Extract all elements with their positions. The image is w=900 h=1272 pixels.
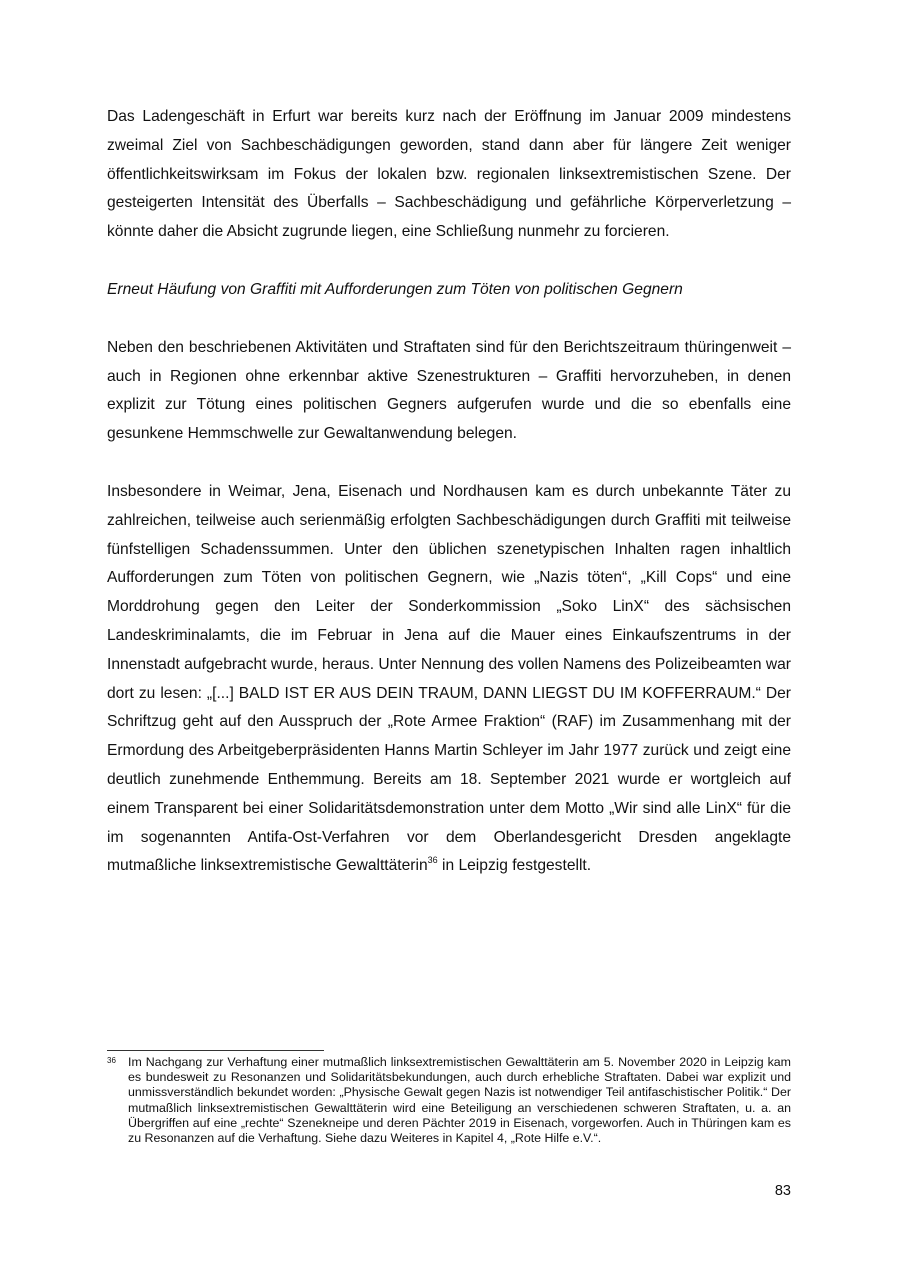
section-heading: Erneut Häufung von Graffiti mit Aufforderungen zum Töten von politischen Gegnern bbox=[107, 280, 683, 298]
footnote-text: Im Nachgang zur Verhaftung einer mutmaßlich linksextremistischen Gewalttäterin am 5. November 2020 in Leipzig kam es bundesweit zu Resonanzen und Solidaritätsbekundungen, auch durch erhebliche Straftaten. Dabei war explizit und unmissverständlich bekundet worden: „Physische Gewalt gegen Nazis ist notwendiger Teil antifaschistischer Politik.“ Der mutmaßlich linksextremistischen Gewalttäterin wird eine Beteiligung an verschiedenen schweren Straftaten, u. a. an Übergriffen auf eine „rechte“ Szenekneipe und deren Pächter 2019 in Eisenach, vorgeworfen. Auch in Thüringen kam es zu Resonanzen auf die Verhaftung. Siehe dazu Weiteres in Kapitel 4, „Rote Hilfe e.V.“. bbox=[128, 1055, 791, 1146]
document-body bbox=[107, 103, 791, 881]
footnote-reference[interactable]: 36 bbox=[427, 855, 438, 866]
footnote bbox=[107, 1055, 791, 1146]
paragraph-graffiti-details bbox=[107, 478, 791, 881]
page-number: 83 bbox=[774, 1183, 791, 1199]
paragraph-graffiti-overview: Neben den beschriebenen Aktivitäten und Straftaten sind für den Berichtszeitraum thüringenweit – auch in Regionen ohne erkennbar aktive Szenestrukturen – Graffiti hervorzuheben, in denen explizit zur Tötung eines politischen Gegners aufgerufen wurde und die so ebenfalls eine gesunkene Hemmschwelle zur Gewaltanwendung belegen. bbox=[107, 338, 791, 443]
paragraph-ladengeschaeft: Das Ladengeschäft in Erfurt war bereits kurz nach der Eröffnung im Januar 2009 mindestens zweimal Ziel von Sachbeschädigungen geworden, stand dann aber für längere Zeit weniger öffentlichkeitswirksam im Fokus der lokalen bzw. regionalen linksextremistischen Szene. Der gesteigerten Intensität des Überfalls – Sachbeschädigung und gefährliche Körperverletzung – könnte daher die Absicht zugrunde liegen, eine Schließung nunmehr zu forcieren. bbox=[107, 108, 791, 241]
paragraph-text: Insbesondere in Weimar, Jena, Eisenach und Nordhausen kam es durch unbekannte Täter zu zahlreichen, teilweise auch serienmäßig erfolgten Sachbeschädigungen durch Graffiti mit teilweise fünfstelligen Schadenssummen. Unter den üblichen szenetypischen Inhalten ragen inhaltlich Aufforderungen zum Töten von politischen Gegnern, wie „Nazis töten“, „Kill Cops“ und eine Morddrohung gegen den Leiter der Sonderkommission „Soko LinX“ des sächsischen Landeskriminalamts, die im Februar in Jena auf die Mauer eines Einkaufszentrums in der Innenstadt aufgebracht wurde, heraus. Unter Nennung des vollen Namens des Polizeibeamten war dort zu lesen: „[...] BALD IST ER AUS DEIN TRAUM, DANN LIEGST DU IM KOFFERRAUM.“ Der Schriftzug geht auf den Ausspruch der „Rote Armee Fraktion“ (RAF) im Zusammenhang mit der Ermordung des Arbeitgeberpräsidenten Hanns Martin Schleyer im Jahr 1977 zurück und zeigt eine deutlich zunehmende Enthemmung. Bereits am 18. September 2021 wurde er wortgleich auf einem Transparent bei einer Solidaritätsdemonstration unter dem Motto „Wir sind alle LinX“ für die im sogenannten Antifa-Ost-Verfahren vor dem Oberlandesgericht Dresden angeklagte mutmaßliche linksextremistische Gewalttäterin bbox=[107, 482, 791, 875]
footnote-divider bbox=[107, 1050, 324, 1051]
paragraph-text-end: in Leipzig festgestellt. bbox=[437, 857, 592, 875]
footnote-number: 36 bbox=[107, 1056, 116, 1065]
